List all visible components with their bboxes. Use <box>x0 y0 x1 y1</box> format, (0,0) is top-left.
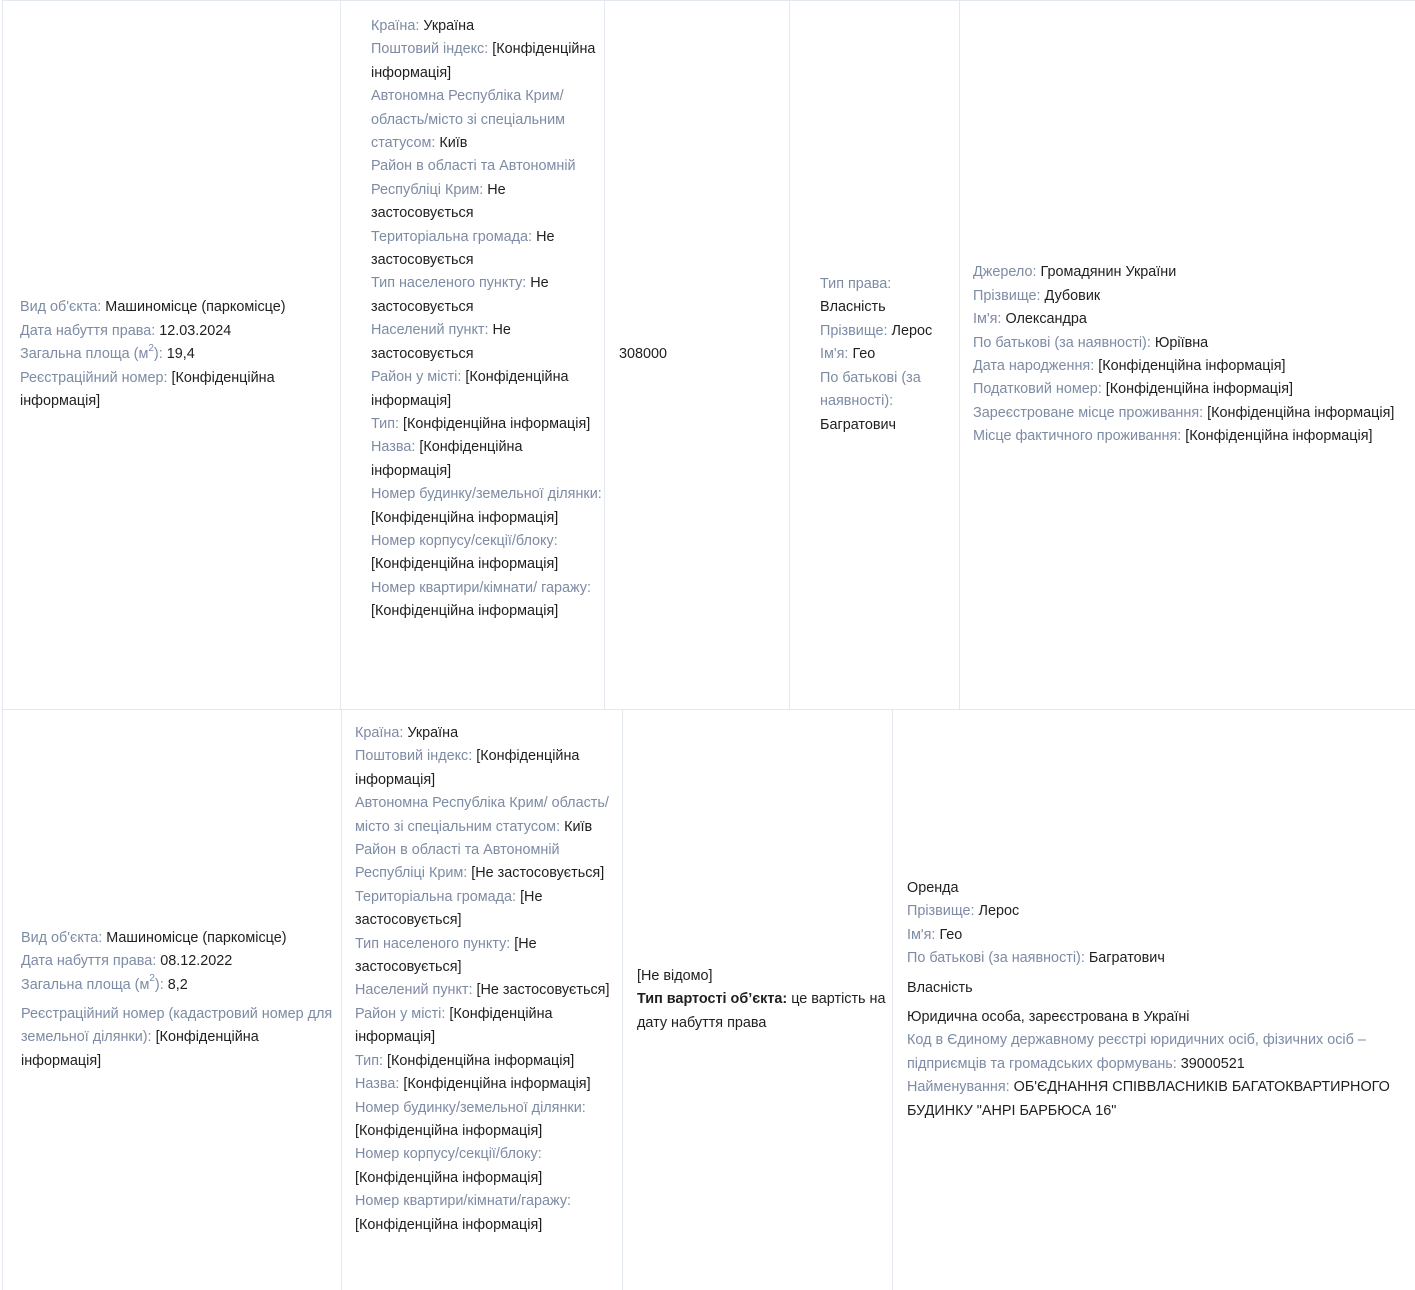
record-row <box>2 0 1415 709</box>
acquisition-date: Дата набуття права: 12.03.2024 <box>20 322 232 339</box>
address-cell <box>340 1 604 709</box>
rights-cell <box>892 710 1415 1290</box>
address-community: Територіальна громада: [Не застосовується] <box>355 888 543 929</box>
address-building: Номер корпусу/секції/блоку: [Конфіденційна інформація] <box>371 532 559 573</box>
lease-title: Оренда <box>907 879 959 896</box>
acquisition-date: Дата набуття права: 08.12.2022 <box>21 953 233 970</box>
address-district: Район в області та Автономній Республіці Крим: Не застосовується <box>371 158 576 222</box>
lease-name: Ім'я: Гео <box>907 926 963 943</box>
owner-actual-residence: Місце фактичного проживання: [Конфіденційна інформація] <box>973 428 1373 445</box>
address-street-name: Назва: [Конфіденційна інформація] <box>371 439 523 479</box>
owner-tax-number: Податковий номер: [Конфіденційна інформація] <box>973 381 1293 398</box>
cost-type: Тип вартості об’єкта: це вартість на дату набуття права <box>637 991 886 1031</box>
address-community: Територіальна громада: Не застосовується <box>371 228 555 269</box>
owner-birth-date: Дата народження: [Конфіденційна інформація] <box>973 358 1286 374</box>
owner-surname: Прізвище: Дубовик <box>973 287 1101 304</box>
address-building: Номер корпусу/секції/блоку: [Конфіденційна інформація] <box>355 1146 543 1186</box>
cost-value: 308000 <box>619 346 668 363</box>
ownership-title: Власність <box>907 979 973 996</box>
organization-name: Найменування: ОБ'ЄДНАННЯ СПІВВЛАСНИКІВ БАГАТОКВАРТИРНОГО БУДИНКУ "АНРІ БАРБЮСА 16" <box>907 1079 1390 1119</box>
right-name: Ім'я: Гео <box>820 346 876 363</box>
owner-cell <box>959 1 1415 709</box>
address-country: Країна: Україна <box>355 725 459 741</box>
registration-number: Реєстраційний номер (кадастровий номер для земельної ділянки): [Конфіденційна інформація] <box>21 1006 333 1069</box>
address-postal: Поштовий індекс: [Конфіденційна інформація] <box>355 748 580 788</box>
object-cell <box>2 710 341 1290</box>
address-district: Район в області та Автономній Республіці Крим: [Не застосовується] <box>355 842 605 882</box>
record-row <box>2 709 1415 1290</box>
object-cell <box>2 1 340 709</box>
right-cell <box>789 1 959 709</box>
entity-type: Юридична особа, зареєстрована в Україні <box>907 1009 1190 1025</box>
object-type: Вид об'єкта: Машиномісце (паркомісце) <box>21 929 287 946</box>
address-apartment: Номер квартири/кімнати/гаражу: [Конфіденційна інформація] <box>355 1193 572 1233</box>
address-postal: Поштовий індекс: [Конфіденційна інформація] <box>371 41 596 81</box>
address-settlement-type: Тип населеного пункту: Не застосовується <box>371 275 549 315</box>
address-street-type: Тип: [Конфіденційна інформація] <box>371 415 591 432</box>
address-region: Автономна Республіка Крим/ область/місто зі спеціальним статусом: Київ <box>371 88 565 152</box>
total-area: Загальна площа $(м^2)$: 8,2 <box>21 972 188 993</box>
owner-patronymic: По батькові (за наявності): Юріївна <box>973 334 1209 351</box>
owner-name: Ім'я: Олександра <box>973 311 1087 328</box>
owner-registered-residence: Зареєстроване місце проживання: [Конфіденційна інформація] <box>973 404 1395 421</box>
address-apartment: Номер квартири/кімнати/ гаражу: [Конфіденційна інформація] <box>371 579 592 620</box>
right-patronymic: По батькові (за наявності): Багратович <box>820 369 921 433</box>
address-house: Номер будинку/земельної ділянки: [Конфіденційна інформація] <box>355 1099 586 1139</box>
cost-cell <box>604 1 789 709</box>
address-street-type: Тип: [Конфіденційна інформація] <box>355 1052 575 1069</box>
cost-value: [Не відомо] <box>637 967 713 984</box>
address-city-district: Район у місті: [Конфіденційна інформація] <box>355 1005 553 1046</box>
object-type: Вид об'єкта: Машиномісце (паркомісце) <box>20 299 286 316</box>
right-surname: Прізвище: Лерос <box>820 322 933 339</box>
address-street-name: Назва: [Конфіденційна інформація] <box>355 1076 591 1093</box>
address-settlement: Населений пункт: Не застосовується <box>371 322 511 362</box>
address-region: Автономна Республіка Крим/ область/місто зі спеціальним статусом: Київ <box>355 795 609 835</box>
address-cell <box>341 710 622 1290</box>
address-country: Країна: Україна <box>371 18 475 34</box>
total-area: Загальна площа $(м^2)$: 19,4 <box>20 342 195 363</box>
address-city-district: Район у місті: [Конфіденційна інформація] <box>371 369 569 409</box>
cost-cell <box>622 710 892 1290</box>
lease-patronymic: По батькові (за наявності): Багратович <box>907 950 1165 967</box>
address-settlement: Населений пункт: [Не застосовується] <box>355 982 610 999</box>
owner-source: Джерело: Громадянин України <box>973 264 1177 281</box>
right-type: Тип права: Власність <box>820 276 892 316</box>
lease-surname: Прізвище: Лерос <box>907 903 1020 920</box>
registration-number: Реєстраційний номер: [Конфіденційна інформація] <box>20 369 275 410</box>
edrpou-code: Код в Єдиному державному реєстрі юридичних осіб, фізичних осіб – підприємців та громадських формувань: 39000521 <box>907 1032 1366 1072</box>
address-house: Номер будинку/земельної ділянки: [Конфіденційна інформація] <box>371 486 602 526</box>
address-settlement-type: Тип населеного пункту: [Не застосовується] <box>355 935 537 976</box>
